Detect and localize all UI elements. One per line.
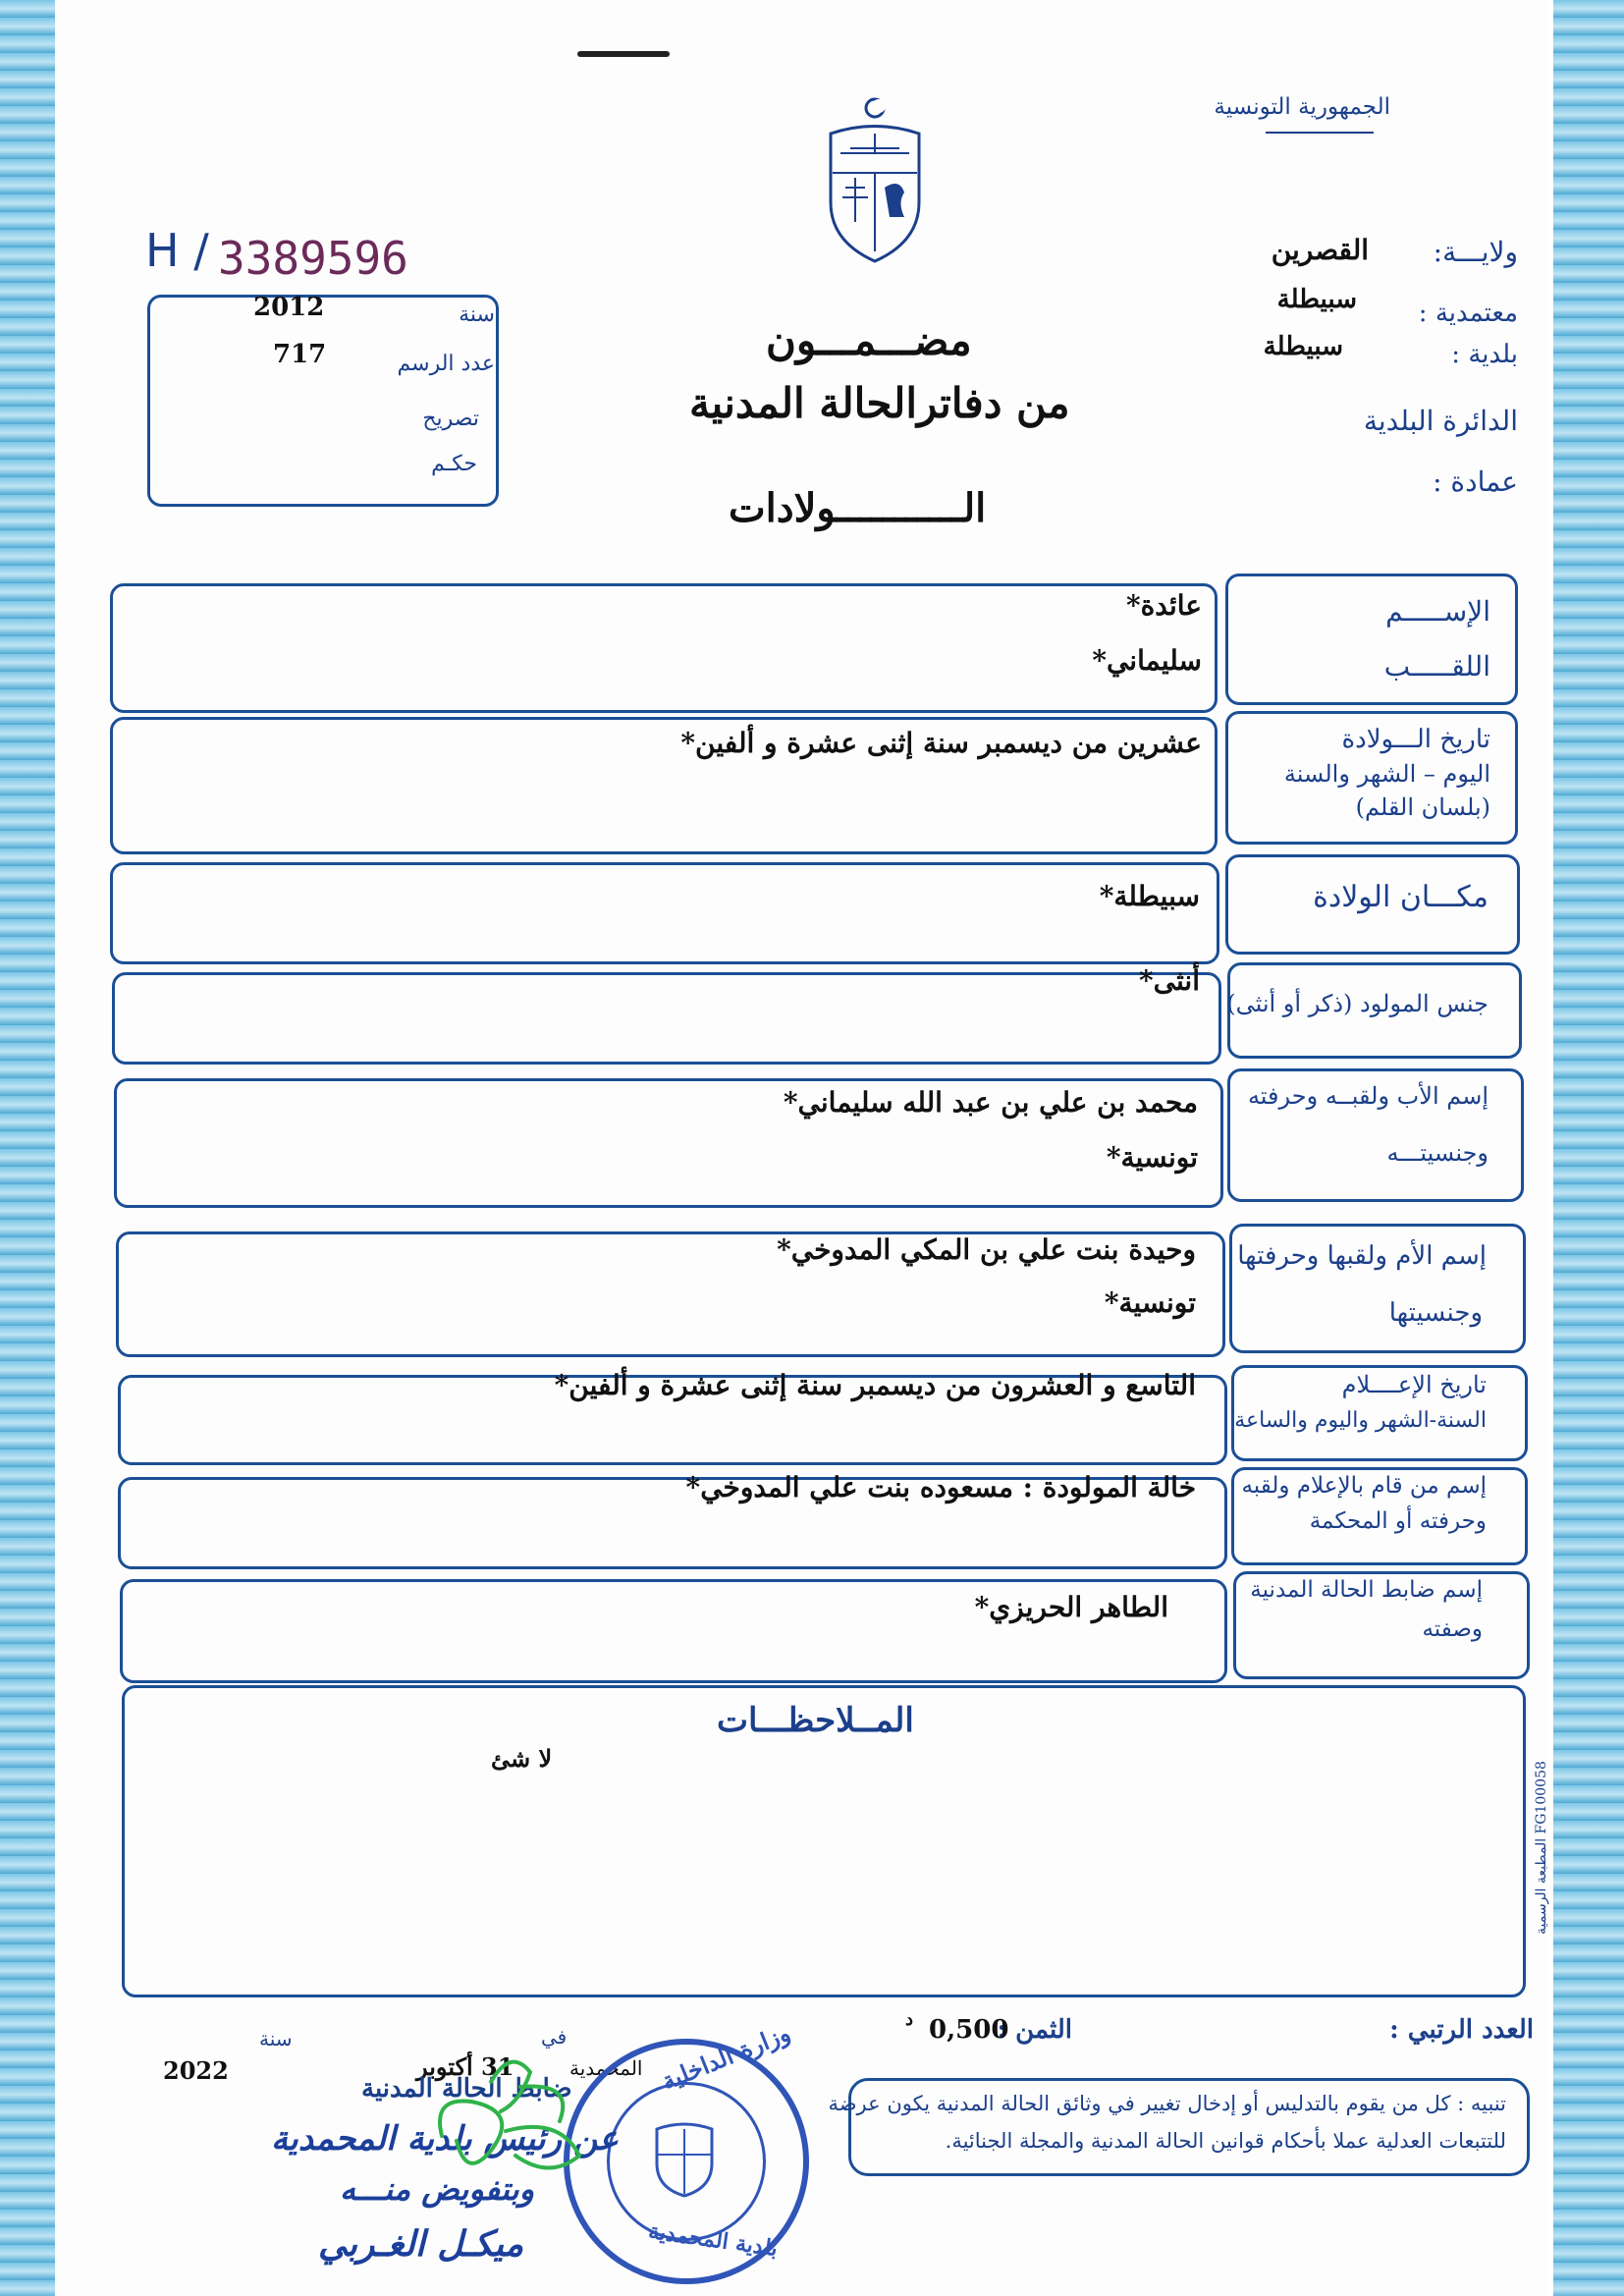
row-label: إسم من قام بالإعلام ولقبه bbox=[1241, 1473, 1487, 1499]
row-value-box bbox=[110, 583, 1218, 713]
staple-mark bbox=[577, 51, 670, 57]
row-label: وجنسيتها bbox=[1388, 1298, 1483, 1328]
record-year-value: 2012 bbox=[253, 293, 325, 322]
price-label: الثمن : bbox=[997, 2015, 1072, 2045]
warning-text-line1: تنبيه : كل من يقوم بالتدليس أو إدخال تغيير في وثائق الحالة المدنية يكون عرضة bbox=[828, 2092, 1506, 2115]
row-value: محمد بن علي بن عبد الله سليماني* bbox=[783, 1086, 1198, 1119]
row-label: وصفته bbox=[1422, 1616, 1483, 1642]
row-label: إسم ضابط الحالة المدنية bbox=[1250, 1577, 1483, 1603]
row-label: جنس المولود (ذكر أو أنثى) bbox=[1226, 990, 1489, 1017]
mootamadia-value: سبيطلة bbox=[1276, 285, 1357, 314]
row-value: خالة المولودة : مسعوده بنت علي المدوخي* bbox=[685, 1471, 1196, 1503]
row-label: تاريخ الإعــــلام bbox=[1341, 1371, 1487, 1398]
officer-label: ضابط الحالة المدنية bbox=[361, 2074, 572, 2104]
row-label: السنة-الشهر واليوم والساعة bbox=[1234, 1408, 1487, 1433]
serial-number: 3389596 bbox=[218, 232, 408, 285]
row-value: عائدة* bbox=[1125, 589, 1202, 622]
row-value: عشرين من ديسمبر سنة إثنى عشرة و ألفين* bbox=[680, 727, 1202, 759]
document-title: مضـــمـــون bbox=[766, 316, 972, 364]
row-label: إسم الأب ولقبــه وحرفته bbox=[1247, 1082, 1489, 1110]
row-label: اليوم – الشهر والسنة bbox=[1283, 760, 1490, 788]
price-unit: د bbox=[905, 2009, 914, 2030]
footer-date-value: 31 أكتوبر bbox=[416, 2052, 514, 2081]
footer-city-value: المحمدية bbox=[569, 2056, 643, 2080]
notes-title: المــلاحظـــات bbox=[717, 1701, 914, 1740]
record-number-label: عدد الرسم bbox=[397, 352, 495, 376]
row-value: التاسع و العشرون من ديسمبر سنة إثنى عشرة و ألفين* bbox=[554, 1369, 1196, 1401]
row-label: وجنسيتـــه bbox=[1386, 1139, 1489, 1167]
row-value: الطاهر الحريزي* bbox=[974, 1591, 1168, 1623]
wilaya-label: ولايـــة: bbox=[1433, 236, 1518, 268]
baladia-value: سبيطلة bbox=[1263, 332, 1343, 361]
mootamadia-label: معتمدية : bbox=[1418, 299, 1518, 328]
date-in-label: في bbox=[541, 2025, 568, 2049]
row-label: إسم الأم ولقبها وحرفتها bbox=[1237, 1241, 1487, 1271]
coat-of-arms-icon bbox=[821, 94, 929, 266]
serial-prefix: H / bbox=[145, 224, 209, 277]
daira-label: الدائرة البلدية bbox=[1363, 405, 1518, 437]
row-label: اللقـــــب bbox=[1383, 650, 1490, 683]
row-value-box bbox=[110, 862, 1219, 964]
row-value: سليماني* bbox=[1092, 644, 1202, 677]
republic-underline bbox=[1266, 132, 1374, 134]
row-label: الإســـــم bbox=[1385, 595, 1490, 628]
row-value: وحيدة بنت علي بن المكي المدوخي* bbox=[777, 1233, 1196, 1266]
stamp-line3: ميكـل الغـربي bbox=[318, 2223, 524, 2265]
imada-label: عمادة : bbox=[1433, 465, 1518, 498]
decorative-right-border bbox=[1553, 0, 1624, 2296]
notes-value: لا شئ bbox=[491, 1744, 553, 1773]
side-code: المطبعة الرسمية FG100058 bbox=[1534, 1761, 1549, 1935]
seal-emblem-icon bbox=[652, 2119, 717, 2198]
row-value: سبيطلة* bbox=[1099, 880, 1200, 912]
row-label: وحرفته أو المحكمة bbox=[1309, 1508, 1487, 1534]
stamp-line2: وبتفويض منـــه bbox=[340, 2170, 535, 2208]
row-value: تونسية* bbox=[1106, 1141, 1198, 1174]
handwritten-signature bbox=[412, 2043, 609, 2190]
row-label: مكـــان الولادة bbox=[1313, 880, 1489, 914]
serial-label: العدد الرتبي : bbox=[1389, 2015, 1534, 2045]
stamp-line1: عن رئيس بلدية المحمدية bbox=[271, 2119, 620, 2159]
section-title: الـــــــــــولادات bbox=[729, 485, 987, 531]
footer-year-label: سنة bbox=[259, 2027, 293, 2050]
price-value: 0,500 bbox=[929, 2015, 1009, 2045]
row-value-box bbox=[112, 972, 1221, 1065]
record-number-value: 717 bbox=[273, 340, 327, 369]
wilaya-value: القصرين bbox=[1271, 234, 1369, 266]
judgment-label: حكـم bbox=[431, 452, 477, 476]
warning-text-line2: للتتبعات العدلية عملا بأحكام قوانين الحالة المدنية والمجلة الجنائية. bbox=[945, 2129, 1506, 2153]
republic-title: الجمهورية التونسية bbox=[1214, 94, 1390, 120]
declaration-label: تصريح bbox=[422, 407, 479, 431]
seal-text-top: وزارة الداخلية bbox=[657, 2018, 794, 2096]
row-label: تاريخ الـــولادة bbox=[1341, 725, 1490, 754]
row-label: (بلسان القلم) bbox=[1355, 793, 1490, 821]
footer-year-value: 2022 bbox=[163, 2056, 229, 2085]
baladia-label: بلدية : bbox=[1451, 340, 1518, 369]
record-year-label: سنة bbox=[459, 302, 495, 327]
row-value: تونسية* bbox=[1104, 1286, 1196, 1319]
document-subtitle: من دفاترالحالة المدنية bbox=[689, 379, 1070, 427]
row-label-box bbox=[1225, 574, 1518, 705]
row-value: أنثى* bbox=[1138, 964, 1200, 997]
seal-text-bottom: بلدية المحمدية bbox=[646, 2217, 780, 2263]
